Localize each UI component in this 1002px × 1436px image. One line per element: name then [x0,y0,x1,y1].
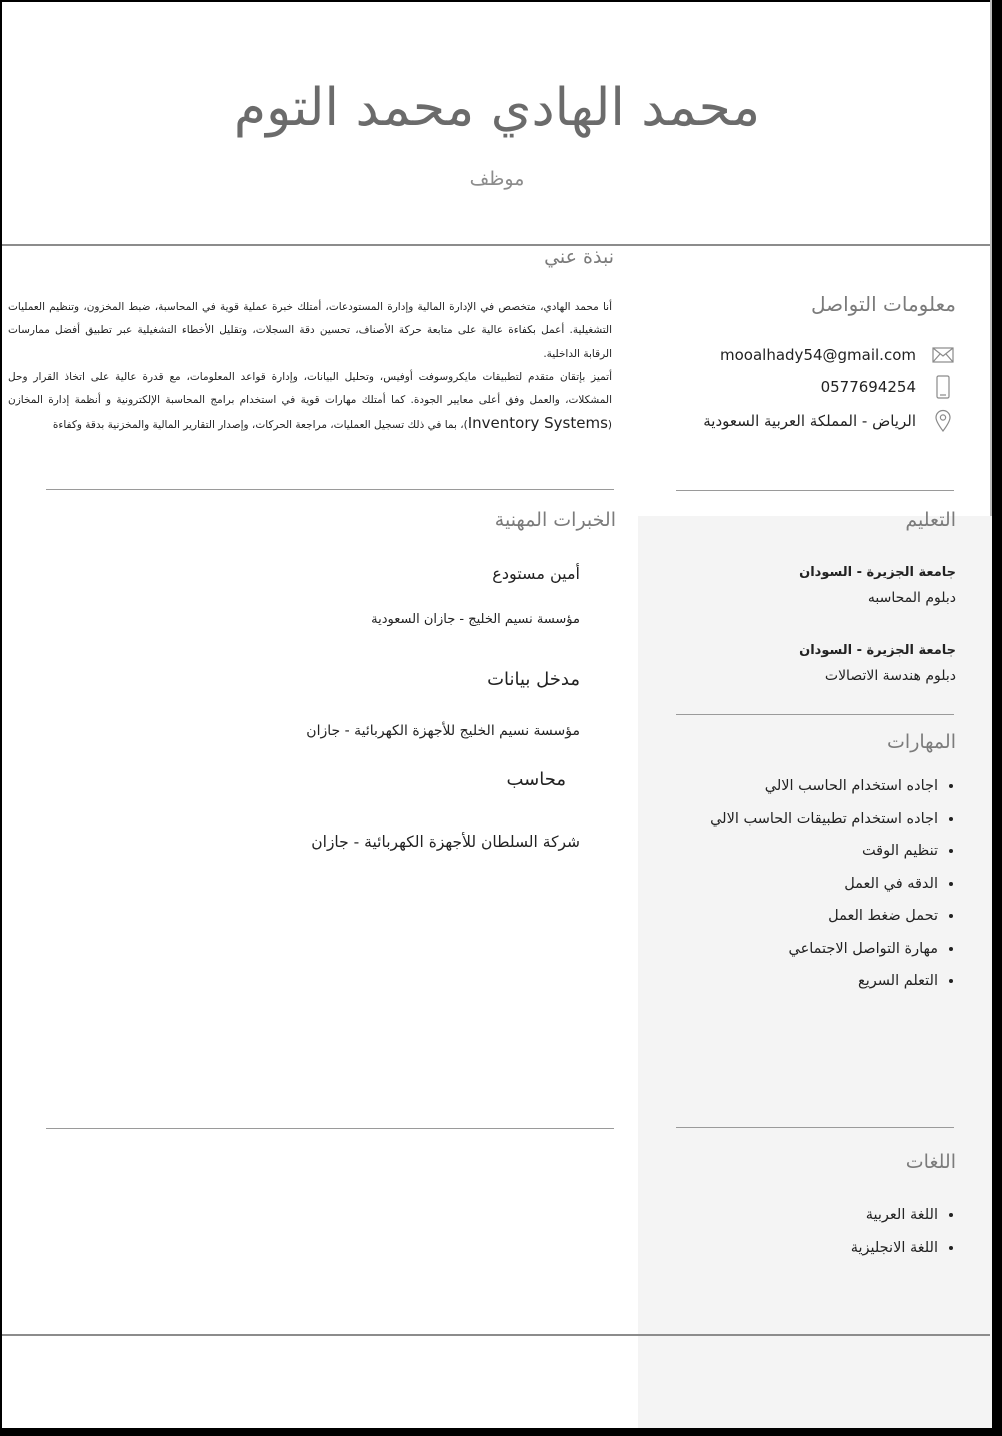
phone-icon [932,375,954,399]
experience-company-3: شركة السلطان للأجهزة الكهربائية - جازان [311,833,580,851]
about-paragraph-2-part-a: أتميز بإتقان متقدم لتطبيقات مايكروسوفت أوفيس، وتحليل البيانات، وإدارة قواعد المعلومات، مع قدرة عالية على اتخاذ القرار وحل المشكلات، والعمل وفق أعلى معايير الجودة. كما أمتلك مهارات قوية في استخدام برامج المحاسبة الإلكترونية و أنظمة إدارة المخازن ( [8,370,612,432]
about-paragraph-1: أنا محمد الهادي، متخصص في الإدارة المالية وإدارة المستودعات، أمتلك خبرة عملية قوية في المحاسبة، ضبط المخزون، وتنظيم العمليات التشغيلية. أعمل بكفاءة عالية على متابعة حركة الأصناف، تحسين دقة السجلات، وتقليل الأخطاء التشغيلية عبر تطبيق أفضل ممارسات الرقابة الداخلية. [8,301,612,360]
experience-title-3: محاسب [506,769,566,790]
phone-text: 0577694254 [820,378,916,396]
experience-title-1: أمين مستودع [492,564,580,583]
about-paragraph-2 [8,366,612,438]
languages-list [676,1199,956,1264]
education-divider [676,714,954,715]
contact-heading: معلومات التواصل [810,292,956,316]
about-divider [46,489,614,490]
education-degree-2: دبلوم هندسة الاتصالات [824,668,956,684]
languages-heading: اللغات [905,1151,956,1173]
about-heading: نبذة عني [544,246,614,268]
skill-item: • تحمل ضغط العمل [676,900,938,933]
experience-company-2: مؤسسة نسيم الخليج للأجهزة الكهربائية - جازان [306,723,580,739]
language-item: • اللغة الانجليزية [676,1232,938,1265]
top-border [2,0,992,2]
person-name: محمد الهادي محمد التوم [233,78,761,138]
skill-item: • اجاده استخدام تطبيقات الحاسب الالي [676,803,938,836]
header-divider [2,244,990,246]
skill-item: • تنظيم الوقت [676,835,938,868]
contact-email-row [674,343,954,367]
location-text: الرياض - المملكة العربية السعودية [703,412,916,430]
contact-divider [676,490,954,491]
experience-title-2: مدخل بيانات [487,669,580,690]
education-heading: التعليم [905,509,956,531]
envelope-icon [932,347,954,363]
skill-item: • اجاده استخدام الحاسب الالي [676,770,938,803]
footer-divider [2,1334,990,1336]
experience-heading: الخبرات المهنية [494,509,616,531]
email-text: mooalhady54@gmail.com [720,346,916,364]
education-degree-1: دبلوم المحاسبه [867,590,956,606]
job-title: موظف [469,168,525,190]
experience-company-1: مؤسسة نسيم الخليج - جازان السعودية [371,612,580,627]
experience-divider [46,1128,614,1129]
contact-location-row [674,409,954,433]
skills-heading: المهارات [887,731,956,753]
language-item: • اللغة العربية [676,1199,938,1232]
skill-item: • الدقه في العمل [676,868,938,901]
skill-item: • التعلم السريع [676,965,938,998]
skills-list [676,770,956,998]
skills-divider [676,1127,954,1128]
resume-page [2,0,992,1428]
contact-phone-row [674,375,954,399]
inventory-systems-term: Inventory Systems [467,414,608,433]
education-school-1: جامعة الجزيرة - السودان [799,565,956,580]
about-paragraph-2-part-b: )، بما في ذلك تسجيل العمليات، مراجعة الحركات، وإصدار التقارير المالية والمخزنية بدقة وكفاءة [52,419,468,432]
about-text [8,296,612,438]
location-pin-icon [932,409,954,433]
education-school-2: جامعة الجزيرة - السودان [799,643,956,658]
skill-item: • مهارة التواصل الاجتماعي [676,933,938,966]
